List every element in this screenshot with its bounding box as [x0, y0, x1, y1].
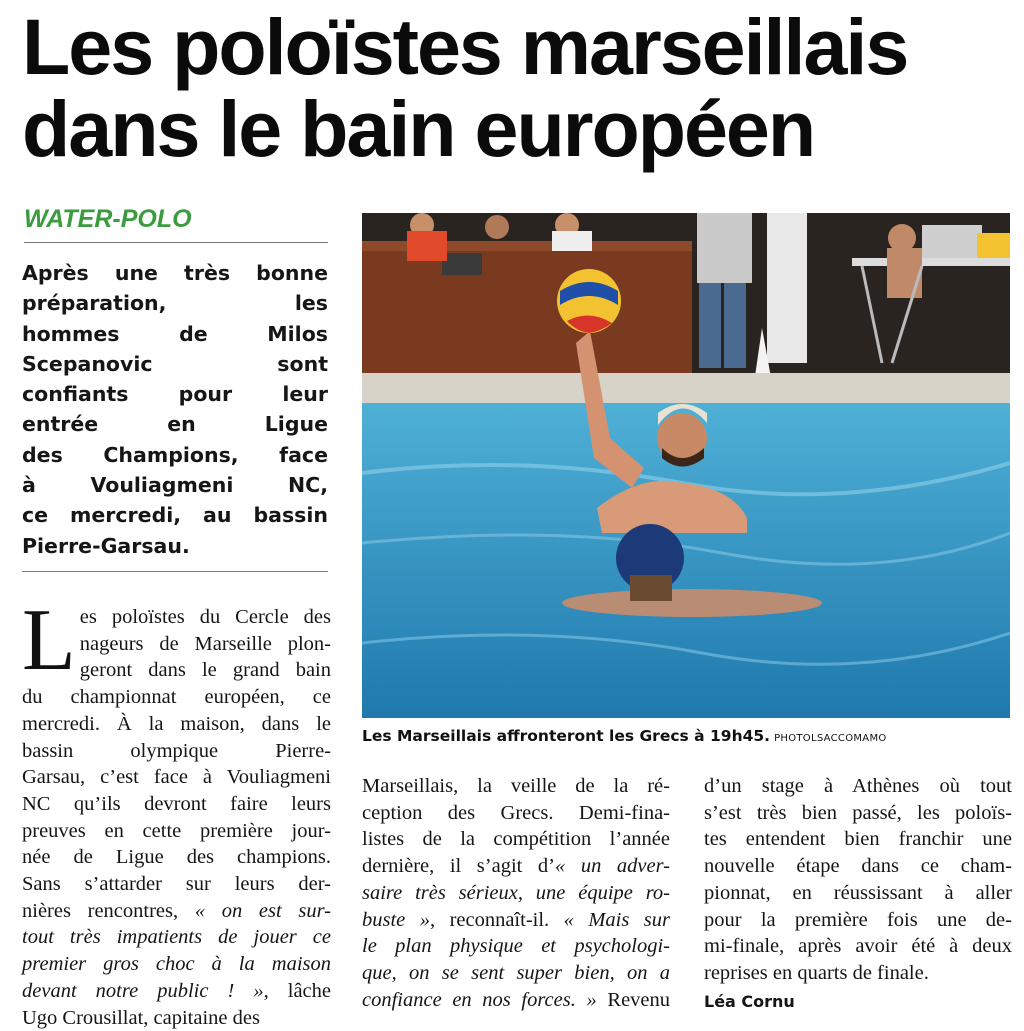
quote: « on est sur-: [194, 899, 331, 922]
photo-caption: [362, 727, 1012, 745]
headline-line-2: dans le bain européen: [22, 84, 815, 173]
standfirst-line: Pierre-Garsau.: [22, 533, 190, 558]
body-line: d’un stage à Athènes où tout: [704, 775, 1012, 797]
quote: devant notre public ! »: [22, 979, 264, 1002]
body-line: buste », reconnaît-il. « Mais sur: [362, 908, 670, 931]
quote: « Mais sur: [563, 908, 670, 931]
headline: [22, 2, 1012, 173]
body-line: nageurs de Marseille plon-: [79, 632, 331, 655]
caption-text: Les Marseillais affronteront les Grecs à 19h45.: [362, 727, 771, 745]
body-line: pour la première fois une de-: [704, 908, 1012, 931]
body-line: [22, 951, 331, 978]
speaker-box: [442, 253, 482, 275]
standfirst-line: préparation, les: [22, 291, 328, 316]
body-line: du championnat européen, ce: [22, 686, 331, 709]
standfirst-line: entrée en Ligue: [22, 412, 328, 437]
quote: confiance en nos forces. »: [362, 988, 597, 1011]
body-line: Marseillais, la veille de la ré-: [362, 775, 670, 797]
quote: premier gros choc à la maison: [22, 953, 331, 976]
quote: buste »: [362, 908, 430, 931]
body-line: Garsau, c’est face à Vouliagmeni: [22, 766, 331, 789]
standfirst-line: hommes de Milos: [22, 321, 328, 346]
section-rubric: WATER-POLO: [24, 205, 328, 243]
standfirst-line: ce mercredi, au bassin: [22, 503, 328, 528]
body-line: geront dans le grand bain: [79, 659, 331, 682]
body-line: devant notre public ! », lâche: [22, 979, 331, 1002]
standfirst-line: des Champions, face: [22, 442, 328, 467]
quote: tout très impatients de jouer ce: [22, 926, 331, 949]
body-line: [362, 933, 670, 960]
body-line: [362, 960, 670, 987]
body-line: preuves en cette première jour-: [22, 819, 331, 842]
stands: [362, 241, 692, 391]
body-line: bassin olympique Pierre-: [22, 739, 331, 762]
body-line: pionnat, en réussissant à aller: [704, 881, 1012, 904]
headline-line-1: Les poloïstes marseillais: [22, 2, 908, 91]
article-column-3: [704, 773, 1012, 1015]
article-column-2: [362, 773, 670, 1013]
quote: que, on se sent super bien, on a: [362, 961, 670, 984]
standfirst-line: Après une très bonne: [22, 261, 328, 285]
standfirst-line: confiants pour leur: [22, 382, 328, 407]
body-line: es poloïstes du Cercle des: [79, 606, 331, 628]
body-line: [22, 924, 331, 951]
standfirst-line: Scepanovic sont: [22, 351, 328, 376]
pillar: [767, 213, 807, 363]
water-polo-photo: [362, 213, 1010, 718]
body-line: Ugo Crousillat, capitaine des: [22, 1006, 260, 1029]
body-line: reprises en quarts de finale.: [704, 961, 929, 984]
body-line: Sans s’attarder sur leurs der-: [22, 873, 331, 896]
body-line: mi-finale, après avoir été à deux: [704, 935, 1012, 958]
dropcap: L: [22, 592, 76, 689]
body-line: NC qu’ils devront faire leurs: [22, 792, 331, 815]
quote: saire très sérieux, une équipe ro-: [362, 881, 670, 904]
body-line: née de Ligue des champions.: [22, 846, 331, 869]
quote: « un adver-: [555, 855, 670, 878]
body-line: nouvelle étape dans ce cham-: [704, 855, 1012, 878]
body-line: tes entendent bien franchir une: [704, 828, 1012, 851]
body-line: ception des Grecs. Demi-fina-: [362, 801, 670, 824]
body-line: confiance en nos forces. » Revenu: [362, 988, 671, 1011]
body-line: mercredi. À la maison, dans le: [22, 712, 331, 735]
photo-illustration: [362, 213, 1010, 718]
body-line: [362, 880, 670, 907]
body-line: nières rencontres, « on est sur-: [22, 899, 331, 922]
standfirst: [22, 258, 328, 572]
article-column-1: [22, 592, 331, 1031]
standfirst-line: à Vouliagmeni NC,: [22, 473, 328, 498]
photo-credit: PHOTOLSACCOMAMO: [774, 733, 887, 744]
body-line: dernière, il s’agit d’« un adver-: [362, 855, 670, 878]
body-line: s’est très bien passé, les poloïs-: [704, 801, 1012, 824]
author-byline: Léa Cornu: [704, 991, 795, 1011]
officials-table: [852, 258, 1010, 266]
quote: le plan physique et psychologi-: [362, 935, 670, 958]
body-line: listes de la compétition l’année: [362, 828, 670, 851]
